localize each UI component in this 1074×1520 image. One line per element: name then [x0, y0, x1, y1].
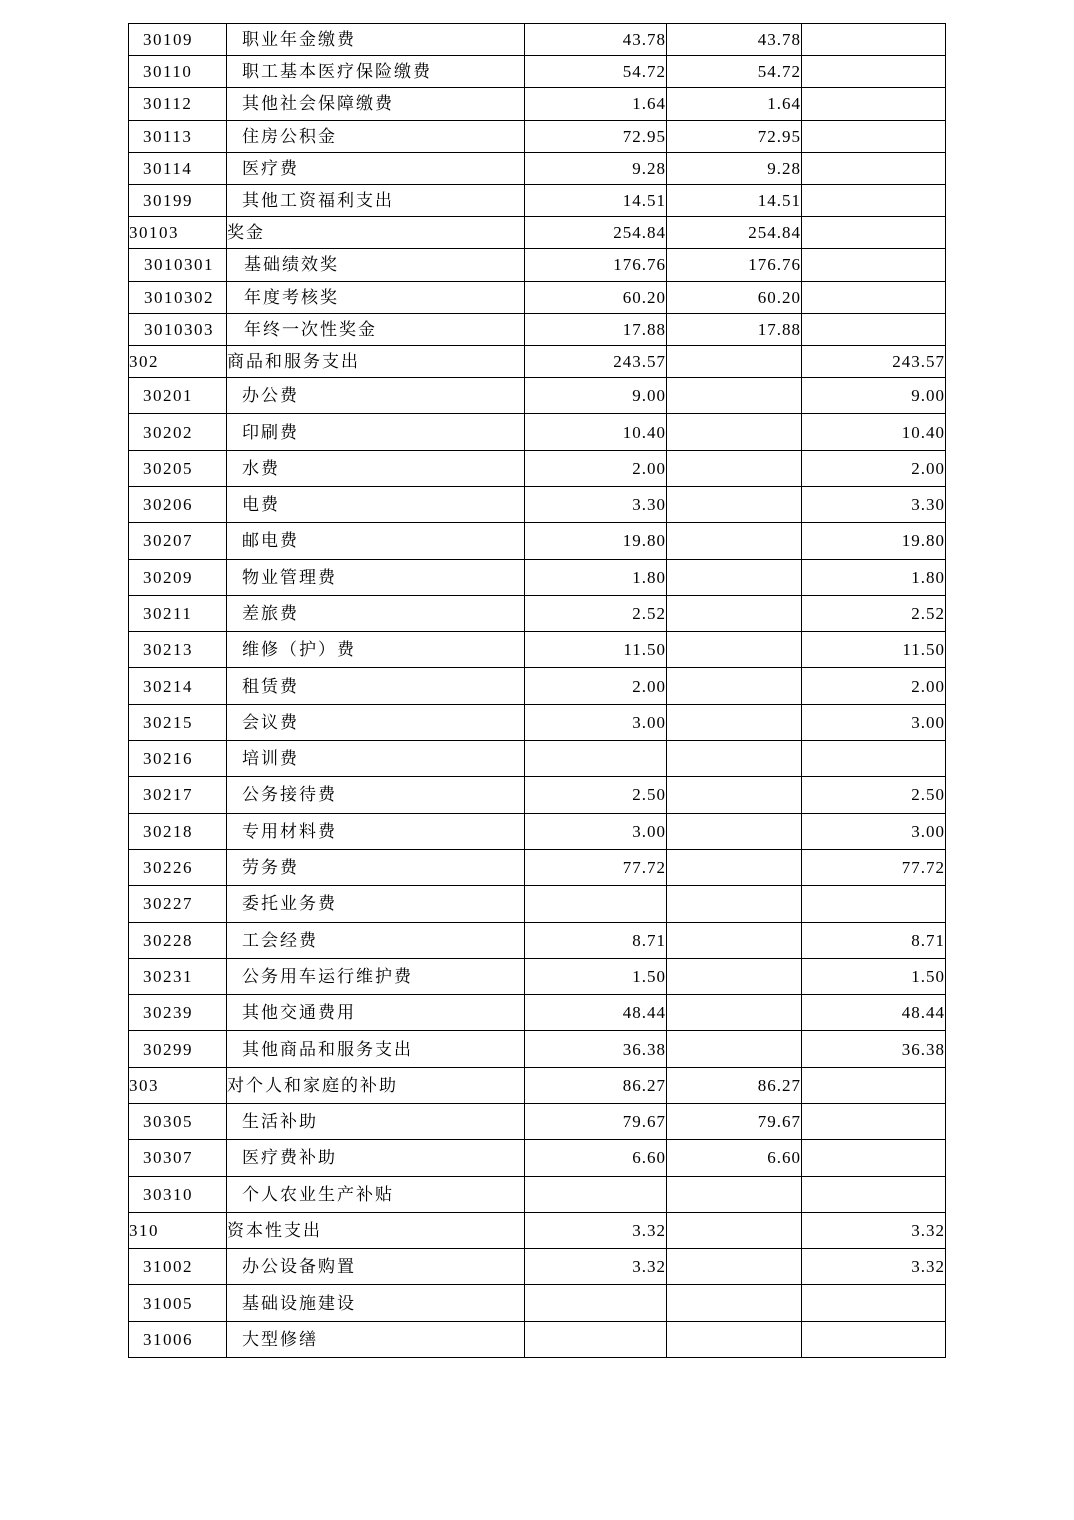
name-cell: 基础绩效奖: [227, 249, 525, 281]
table-row: [129, 120, 946, 152]
code-cell: 30206: [129, 486, 227, 522]
amount-col1-cell: 9.28: [525, 152, 667, 184]
code-cell: 30114: [129, 152, 227, 184]
amount-col1-cell: [525, 741, 667, 777]
amount-col2-cell: [667, 995, 802, 1031]
amount-col3-cell: [802, 741, 946, 777]
amount-col3-cell: [802, 1140, 946, 1176]
amount-col3-cell: 243.57: [802, 345, 946, 377]
name-cell: 培训费: [227, 741, 525, 777]
name-cell: 其他交通费用: [227, 995, 525, 1031]
amount-col1-cell: [525, 1285, 667, 1321]
name-cell: 大型修缮: [227, 1321, 525, 1357]
code-cell: 30218: [129, 813, 227, 849]
amount-col1-cell: 8.71: [525, 922, 667, 958]
name-cell: 印刷费: [227, 414, 525, 450]
code-cell: 30207: [129, 523, 227, 559]
budget-classification-table: [128, 23, 946, 1358]
amount-col3-cell: 3.00: [802, 813, 946, 849]
code-cell: 30239: [129, 995, 227, 1031]
name-cell: 水费: [227, 450, 525, 486]
amount-col2-cell: [667, 922, 802, 958]
table-row: [129, 668, 946, 704]
table-row: [129, 56, 946, 88]
code-cell: 31006: [129, 1321, 227, 1357]
amount-col1-cell: 54.72: [525, 56, 667, 88]
name-cell: 劳务费: [227, 849, 525, 885]
amount-col1-cell: 3.00: [525, 704, 667, 740]
name-cell: 基础设施建设: [227, 1285, 525, 1321]
code-cell: 30211: [129, 595, 227, 631]
code-cell: 30205: [129, 450, 227, 486]
amount-col2-cell: 72.95: [667, 120, 802, 152]
amount-col3-cell: 1.50: [802, 958, 946, 994]
amount-col3-cell: [802, 217, 946, 249]
table-row: [129, 1285, 946, 1321]
amount-col1-cell: 1.80: [525, 559, 667, 595]
table-row: [129, 486, 946, 522]
name-cell: 差旅费: [227, 595, 525, 631]
amount-col2-cell: 1.64: [667, 88, 802, 120]
code-cell: 30217: [129, 777, 227, 813]
amount-col2-cell: [667, 958, 802, 994]
amount-col2-cell: [667, 777, 802, 813]
code-cell: 30227: [129, 886, 227, 922]
amount-col1-cell: 10.40: [525, 414, 667, 450]
amount-col3-cell: [802, 281, 946, 313]
amount-col2-cell: [667, 632, 802, 668]
code-cell: 3010302: [129, 281, 227, 313]
code-cell: 30307: [129, 1140, 227, 1176]
code-cell: 30299: [129, 1031, 227, 1067]
table-row: [129, 559, 946, 595]
amount-col1-cell: 3.00: [525, 813, 667, 849]
amount-col3-cell: [802, 313, 946, 345]
table-row: [129, 849, 946, 885]
amount-col2-cell: [667, 668, 802, 704]
amount-col2-cell: [667, 849, 802, 885]
code-cell: 30199: [129, 184, 227, 216]
amount-col2-cell: [667, 1249, 802, 1285]
amount-col2-cell: 176.76: [667, 249, 802, 281]
amount-col1-cell: [525, 1176, 667, 1212]
table-row: [129, 1249, 946, 1285]
amount-col3-cell: [802, 152, 946, 184]
amount-col3-cell: 2.00: [802, 450, 946, 486]
amount-col2-cell: [667, 450, 802, 486]
table-row: [129, 414, 946, 450]
code-cell: 310: [129, 1212, 227, 1248]
name-cell: 生活补助: [227, 1104, 525, 1140]
amount-col2-cell: [667, 1285, 802, 1321]
table-row: [129, 958, 946, 994]
table-row: [129, 184, 946, 216]
amount-col3-cell: 11.50: [802, 632, 946, 668]
amount-col3-cell: 77.72: [802, 849, 946, 885]
amount-col1-cell: 3.32: [525, 1249, 667, 1285]
amount-col1-cell: 1.50: [525, 958, 667, 994]
table-row: [129, 922, 946, 958]
amount-col3-cell: 10.40: [802, 414, 946, 450]
table-row: [129, 378, 946, 414]
amount-col2-cell: 9.28: [667, 152, 802, 184]
amount-col2-cell: [667, 595, 802, 631]
amount-col1-cell: 36.38: [525, 1031, 667, 1067]
code-cell: 30201: [129, 378, 227, 414]
amount-col2-cell: 6.60: [667, 1140, 802, 1176]
amount-col2-cell: [667, 559, 802, 595]
amount-col2-cell: 60.20: [667, 281, 802, 313]
code-cell: 30310: [129, 1176, 227, 1212]
amount-col2-cell: 254.84: [667, 217, 802, 249]
amount-col3-cell: [802, 886, 946, 922]
amount-col3-cell: [802, 1176, 946, 1212]
amount-col3-cell: [802, 88, 946, 120]
amount-col3-cell: 36.38: [802, 1031, 946, 1067]
name-cell: 资本性支出: [227, 1212, 525, 1248]
name-cell: 邮电费: [227, 523, 525, 559]
code-cell: 30202: [129, 414, 227, 450]
amount-col3-cell: [802, 120, 946, 152]
name-cell: 其他社会保障缴费: [227, 88, 525, 120]
table-row: [129, 1321, 946, 1357]
name-cell: 公务接待费: [227, 777, 525, 813]
name-cell: 职业年金缴费: [227, 24, 525, 56]
name-cell: 工会经费: [227, 922, 525, 958]
amount-col3-cell: 48.44: [802, 995, 946, 1031]
amount-col2-cell: [667, 1321, 802, 1357]
table-row: [129, 281, 946, 313]
amount-col1-cell: 243.57: [525, 345, 667, 377]
code-cell: 3010301: [129, 249, 227, 281]
table-row: [129, 24, 946, 56]
table-row: [129, 1031, 946, 1067]
code-cell: 303: [129, 1067, 227, 1103]
table-row: [129, 1067, 946, 1103]
amount-col2-cell: 17.88: [667, 313, 802, 345]
name-cell: 专用材料费: [227, 813, 525, 849]
table-row: [129, 813, 946, 849]
amount-col1-cell: 1.64: [525, 88, 667, 120]
amount-col2-cell: 43.78: [667, 24, 802, 56]
name-cell: 办公设备购置: [227, 1249, 525, 1285]
amount-col3-cell: [802, 249, 946, 281]
amount-col1-cell: 48.44: [525, 995, 667, 1031]
table-row: [129, 595, 946, 631]
name-cell: 医疗费补助: [227, 1140, 525, 1176]
name-cell: 奖金: [227, 217, 525, 249]
code-cell: 30113: [129, 120, 227, 152]
amount-col1-cell: 11.50: [525, 632, 667, 668]
amount-col3-cell: [802, 1285, 946, 1321]
table-row: [129, 1140, 946, 1176]
code-cell: 31002: [129, 1249, 227, 1285]
amount-col3-cell: 3.00: [802, 704, 946, 740]
budget-table-body: [129, 24, 946, 1358]
amount-col1-cell: 60.20: [525, 281, 667, 313]
code-cell: 30231: [129, 958, 227, 994]
table-row: [129, 995, 946, 1031]
amount-col1-cell: [525, 886, 667, 922]
amount-col3-cell: 2.52: [802, 595, 946, 631]
table-row: [129, 1176, 946, 1212]
amount-col1-cell: 176.76: [525, 249, 667, 281]
amount-col3-cell: [802, 1104, 946, 1140]
table-row: [129, 152, 946, 184]
amount-col1-cell: 2.00: [525, 450, 667, 486]
amount-col3-cell: 9.00: [802, 378, 946, 414]
table-row: [129, 1104, 946, 1140]
amount-col1-cell: 77.72: [525, 849, 667, 885]
code-cell: 30226: [129, 849, 227, 885]
code-cell: 302: [129, 345, 227, 377]
code-cell: 30214: [129, 668, 227, 704]
amount-col3-cell: [802, 1321, 946, 1357]
table-row: [129, 88, 946, 120]
table-row: [129, 632, 946, 668]
amount-col1-cell: 43.78: [525, 24, 667, 56]
name-cell: 维修（护）费: [227, 632, 525, 668]
name-cell: 委托业务费: [227, 886, 525, 922]
amount-col2-cell: 14.51: [667, 184, 802, 216]
table-row: [129, 313, 946, 345]
amount-col1-cell: 19.80: [525, 523, 667, 559]
amount-col1-cell: 6.60: [525, 1140, 667, 1176]
code-cell: 30112: [129, 88, 227, 120]
code-cell: 30215: [129, 704, 227, 740]
name-cell: 其他工资福利支出: [227, 184, 525, 216]
name-cell: 职工基本医疗保险缴费: [227, 56, 525, 88]
amount-col3-cell: [802, 1067, 946, 1103]
amount-col3-cell: 8.71: [802, 922, 946, 958]
table-row: [129, 523, 946, 559]
name-cell: 会议费: [227, 704, 525, 740]
table-row: [129, 704, 946, 740]
amount-col3-cell: [802, 56, 946, 88]
name-cell: 公务用车运行维护费: [227, 958, 525, 994]
amount-col1-cell: 2.52: [525, 595, 667, 631]
code-cell: 30228: [129, 922, 227, 958]
amount-col3-cell: 3.32: [802, 1249, 946, 1285]
amount-col2-cell: [667, 886, 802, 922]
amount-col3-cell: 1.80: [802, 559, 946, 595]
amount-col2-cell: 79.67: [667, 1104, 802, 1140]
code-cell: 30305: [129, 1104, 227, 1140]
name-cell: 年终一次性奖金: [227, 313, 525, 345]
amount-col1-cell: 3.30: [525, 486, 667, 522]
amount-col1-cell: 2.00: [525, 668, 667, 704]
amount-col1-cell: 2.50: [525, 777, 667, 813]
amount-col2-cell: [667, 704, 802, 740]
table-row: [129, 777, 946, 813]
amount-col2-cell: [667, 378, 802, 414]
amount-col2-cell: [667, 345, 802, 377]
amount-col1-cell: [525, 1321, 667, 1357]
name-cell: 办公费: [227, 378, 525, 414]
name-cell: 物业管理费: [227, 559, 525, 595]
name-cell: 个人农业生产补贴: [227, 1176, 525, 1212]
code-cell: 30209: [129, 559, 227, 595]
amount-col2-cell: [667, 1176, 802, 1212]
table-row: [129, 217, 946, 249]
amount-col1-cell: 79.67: [525, 1104, 667, 1140]
name-cell: 租赁费: [227, 668, 525, 704]
name-cell: 电费: [227, 486, 525, 522]
name-cell: 住房公积金: [227, 120, 525, 152]
code-cell: 30103: [129, 217, 227, 249]
amount-col3-cell: 2.50: [802, 777, 946, 813]
code-cell: 30110: [129, 56, 227, 88]
table-row: [129, 345, 946, 377]
amount-col3-cell: 3.32: [802, 1212, 946, 1248]
table-row: [129, 741, 946, 777]
amount-col3-cell: 19.80: [802, 523, 946, 559]
code-cell: 30109: [129, 24, 227, 56]
amount-col2-cell: 54.72: [667, 56, 802, 88]
amount-col2-cell: [667, 741, 802, 777]
amount-col2-cell: [667, 1212, 802, 1248]
name-cell: 年度考核奖: [227, 281, 525, 313]
code-cell: 3010303: [129, 313, 227, 345]
amount-col3-cell: [802, 184, 946, 216]
amount-col3-cell: [802, 24, 946, 56]
name-cell: 其他商品和服务支出: [227, 1031, 525, 1067]
amount-col2-cell: [667, 523, 802, 559]
code-cell: 30213: [129, 632, 227, 668]
table-row: [129, 886, 946, 922]
amount-col2-cell: [667, 1031, 802, 1067]
amount-col1-cell: 14.51: [525, 184, 667, 216]
amount-col2-cell: 86.27: [667, 1067, 802, 1103]
amount-col1-cell: 9.00: [525, 378, 667, 414]
amount-col1-cell: 72.95: [525, 120, 667, 152]
amount-col1-cell: 86.27: [525, 1067, 667, 1103]
code-cell: 30216: [129, 741, 227, 777]
table-row: [129, 450, 946, 486]
table-row: [129, 1212, 946, 1248]
amount-col2-cell: [667, 813, 802, 849]
name-cell: 医疗费: [227, 152, 525, 184]
amount-col2-cell: [667, 486, 802, 522]
amount-col1-cell: 3.32: [525, 1212, 667, 1248]
amount-col1-cell: 254.84: [525, 217, 667, 249]
amount-col2-cell: [667, 414, 802, 450]
name-cell: 商品和服务支出: [227, 345, 525, 377]
amount-col3-cell: 2.00: [802, 668, 946, 704]
name-cell: 对个人和家庭的补助: [227, 1067, 525, 1103]
code-cell: 31005: [129, 1285, 227, 1321]
table-row: [129, 249, 946, 281]
amount-col1-cell: 17.88: [525, 313, 667, 345]
amount-col3-cell: 3.30: [802, 486, 946, 522]
